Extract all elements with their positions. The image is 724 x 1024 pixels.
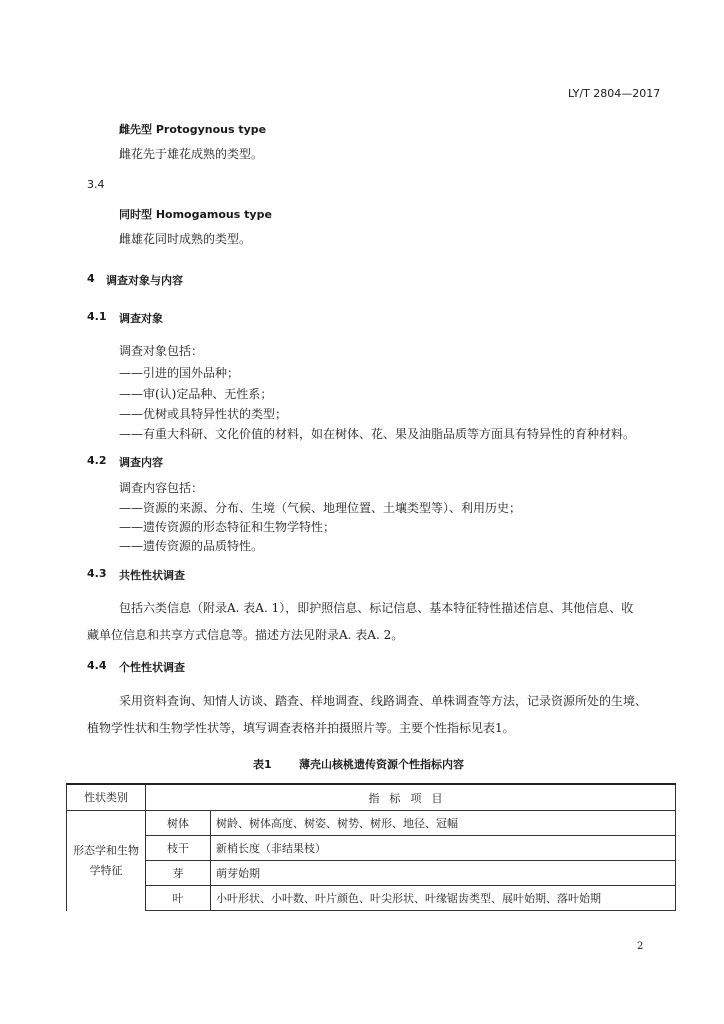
section-4-1-number: 4.1 (87, 310, 107, 323)
section-4-4-number: 4.4 (87, 659, 107, 672)
table-row (67, 836, 676, 861)
table-row (67, 861, 676, 886)
section-4-1-intro: 调查对象包括： (119, 344, 204, 358)
subcategory-cell: 叶 (146, 886, 211, 911)
definition-protogynous: 雌花先于雄花成熟的类型。 (119, 147, 264, 161)
indicator-cell: 树龄、树体高度、树姿、树势、树形、地径、冠幅 (211, 811, 676, 836)
indicator-cell: 新梢长度（非结果枝） (211, 836, 676, 861)
table-row (67, 811, 676, 836)
indicator-table (66, 783, 676, 911)
section-4-title: 调查对象与内容 (106, 274, 183, 287)
list-item: ——引进的国外品种； (119, 366, 240, 380)
section-4-3-title: 共性性状调查 (119, 569, 185, 582)
section-4-3-number: 4.3 (87, 567, 107, 580)
section-4-1-title: 调查对象 (119, 312, 163, 325)
indicator-cell: 小叶形状、小叶数、叶片颜色、叶尖形状、叶缘锯齿类型、展叶始期、落叶始期 (211, 886, 676, 911)
list-item: ——有重大科研、文化价值的材料，如在树体、花、果及油脂品质等方面具有特异性的育种材料。 (119, 427, 636, 441)
section-4-2-number: 4.2 (87, 454, 107, 467)
table-row (67, 886, 676, 911)
definition-homogamous: 雌雄花同时成熟的类型。 (119, 232, 252, 246)
list-item: ——审(认)定品种、无性系； (119, 387, 273, 401)
section-4-3-paragraph-line2: 藏单位信息和共享方式信息等。描述方法见附录A. 表A. 2。 (87, 628, 404, 642)
section-3-4-number: 3.4 (87, 178, 105, 191)
list-item: ——资源的来源、分布、生境（气候、地理位置、土壤类型等）、利用历史； (119, 501, 522, 515)
subcategory-cell: 树体 (146, 811, 211, 836)
section-4-3-paragraph-line1: 包括六类信息（附录A. 表A. 1），即护照信息、标记信息、基本特征特性描述信息、其他信息、收 (119, 601, 634, 615)
section-4-number: 4 (87, 272, 95, 285)
section-4-4-title: 个性性状调查 (119, 661, 185, 674)
page-number: 2 (637, 941, 644, 952)
section-4-2-title: 调查内容 (119, 456, 163, 469)
header-indicator-cell: 指标项目 (146, 784, 676, 811)
category-cell: 形态学和生物学特征 (67, 811, 146, 911)
subcategory-cell: 芽 (146, 861, 211, 886)
section-4-2-intro: 调查内容包括： (119, 481, 204, 495)
section-4-4-paragraph-line2: 植物学性状和生物学性状等，填写调查表格并拍摄照片等。主要个性指标见表1。 (87, 721, 515, 735)
term-homogamous: 同时型 Homogamous type (119, 208, 272, 221)
table-caption-title: 薄壳山核桃遗传资源个性指标内容 (299, 758, 464, 771)
indicator-cell: 萌芽始期 (211, 861, 676, 886)
header-category-cell: 性状类别 (67, 784, 146, 811)
list-item: ——遗传资源的品质特性。 (119, 539, 264, 553)
list-item: ——优树或具特异性状的类型； (119, 407, 288, 421)
table-header-row (67, 784, 676, 811)
table-caption-number: 表1 (253, 758, 272, 771)
subcategory-cell: 枝干 (146, 836, 211, 861)
section-4-4-paragraph-line1: 采用资料查询、知情人访谈、踏查、样地调查、线路调查、单株调查等方法，记录资源所处的生境、 (119, 694, 648, 708)
list-item: ——遗传资源的形态特征和生物学特性； (119, 520, 336, 534)
term-protogynous: 雌先型 Protogynous type (119, 123, 267, 136)
standard-code: LY/T 2804—2017 (568, 87, 661, 100)
